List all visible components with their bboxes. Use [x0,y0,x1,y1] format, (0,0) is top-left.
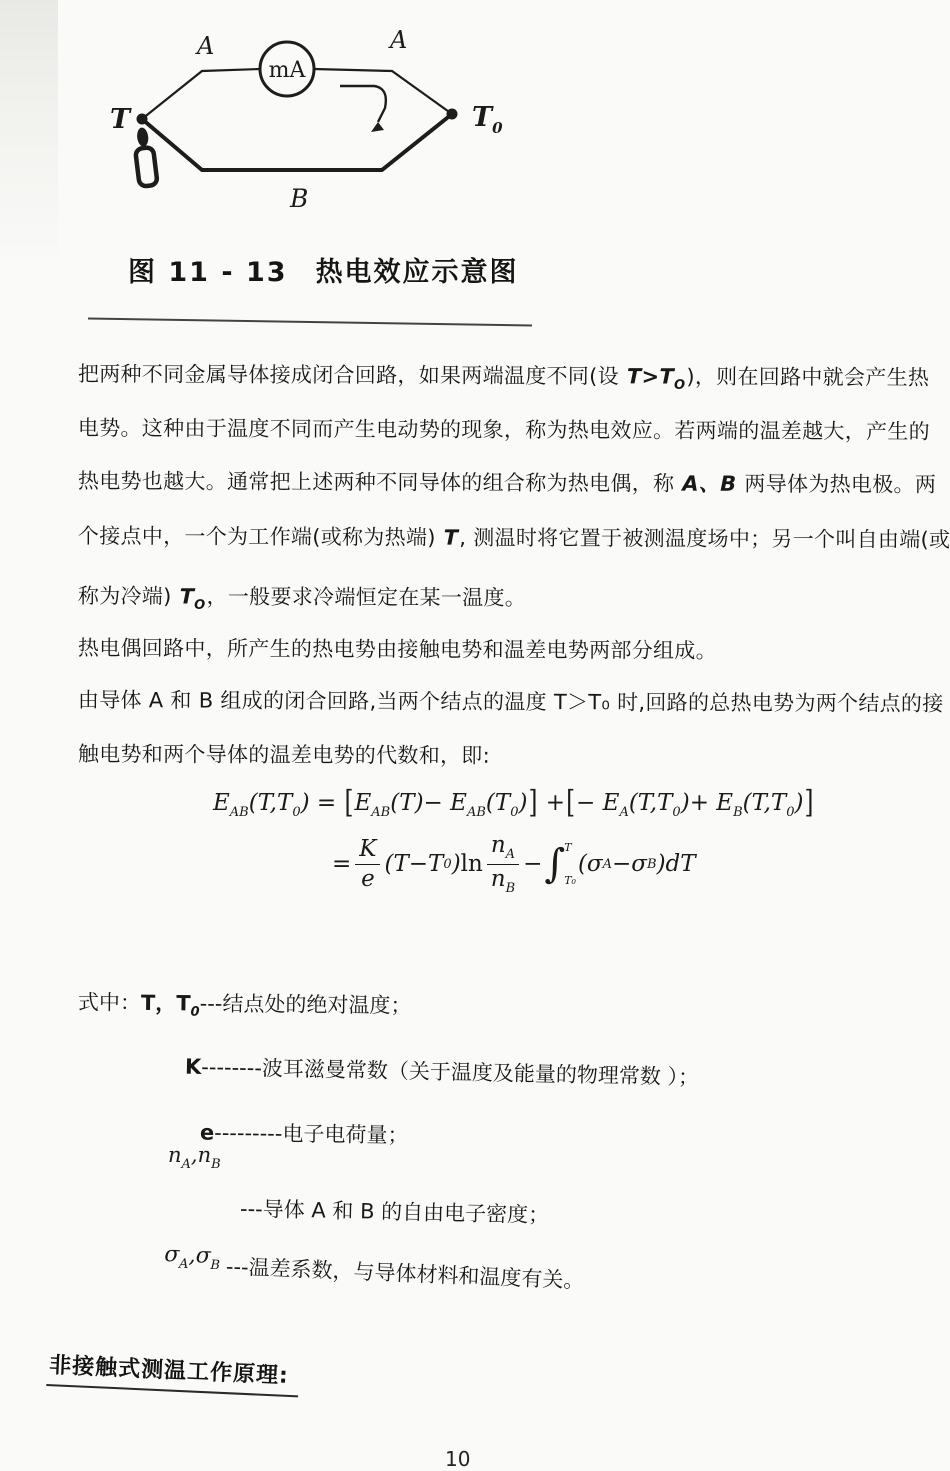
definition-e: e---------电子电荷量； [199,1120,409,1148]
equation-line-1: $E_{AB}(T,T_0) = [E_{AB}(T)- E_{AB}(T_0)]$ +[− $E_A(T,T_0)+ E_B(T,T_0)$] [213,785,814,821]
section-heading-noncontact-principle: 非接触式测温工作原理: [46,1348,299,1397]
integral-symbol: ∫ T T₀ [544,841,576,887]
wire-b-label: B [290,184,309,213]
junction-right-label: $T_0$ [472,102,503,137]
eq-token: E [213,790,230,816]
definition-nA-nB-symbols: $n_A,n_B$ [168,1143,221,1172]
wire-b-path [142,114,452,170]
junction-left-dot [137,114,148,125]
definition-K: K--------波耳滋曼常数（关于温度及能量的物理常数 ）； [184,1054,700,1090]
figure-caption [128,250,519,289]
paragraph-line-4: 个接点中，一个为工作端(或称为热端) T, 测温时将它置于被测温度场中；另一个叫自由端(或 [77,523,950,552]
current-arrow [340,86,386,122]
wire-a-right-label: A [390,26,408,54]
paragraph-line-3: 热电势也越大。通常把上述两种不同导体的组合称为热电偶，称 A、B 两导体为热电极。两 [77,468,937,497]
paragraph-line-1: 把两种不同金属导体接成闭合回路，如果两端温度不同(设 $T>T_O$)，则在回路中就会产生热 [77,361,930,393]
figure-caption-number: 图 11 - 13 [128,257,288,288]
junction-left-label: T [110,104,131,135]
paragraph-line-2: 电势。这种由于温度不同而产生电动势的现象，称为热电效应。若两端的温差越大，产生的 [77,415,930,444]
equation-line-2: = $\frac{K}{e}$ (T−T 0 ) ln $n_A$ $n_B$ − ∫ T T₀ (σ A −σ B ) dT [332,831,696,896]
paragraph-line-8: 触电势和两个导体的温差电势的代数和，即: [77,741,491,768]
heat-source-icon [133,127,158,187]
figure-caption-title: 热电效应示意图 [315,257,519,288]
paragraph-line-6: 热电偶回路中，所产生的热电势由接触电势和温差电势两部分组成。 [77,635,717,663]
page-number: 10 [445,1447,471,1471]
fraction-K-over-e: $\frac{K}{e}$ [355,838,380,891]
fraction-nA-over-nB: $n_A$ $n_B$ [487,834,519,895]
paragraph-line-7: 由导体 A 和 B 组成的闭合回路,当两个结点的温度 T＞T₀ 时,回路的总热电势为两个结点的接 [77,687,944,716]
current-arrow-head [371,122,384,132]
milliammeter-label: mA [268,58,306,83]
wire-a-left-label: A [197,32,215,60]
scan-corner-shade [0,0,58,270]
definition-sigma: $\sigma_A,\sigma_B$ ---温差系数，与导体材料和温度有关。 [163,1241,585,1293]
definition-T: 式中：T，$T_0---$结点处的绝对温度； [77,990,412,1020]
caption-divider-line [88,318,532,327]
thermocouple-diagram [92,24,548,226]
thermocouple-circuit-svg [92,24,548,226]
junction-right-dot [447,109,458,120]
definition-electron-density: ---导体 A 和 B 的自由电子密度； [239,1196,550,1228]
wire-a-left-path [142,69,260,119]
paragraph-line-5: 称为冷端) $T_O$，一般要求冷端恒定在某一温度。 [77,583,527,613]
